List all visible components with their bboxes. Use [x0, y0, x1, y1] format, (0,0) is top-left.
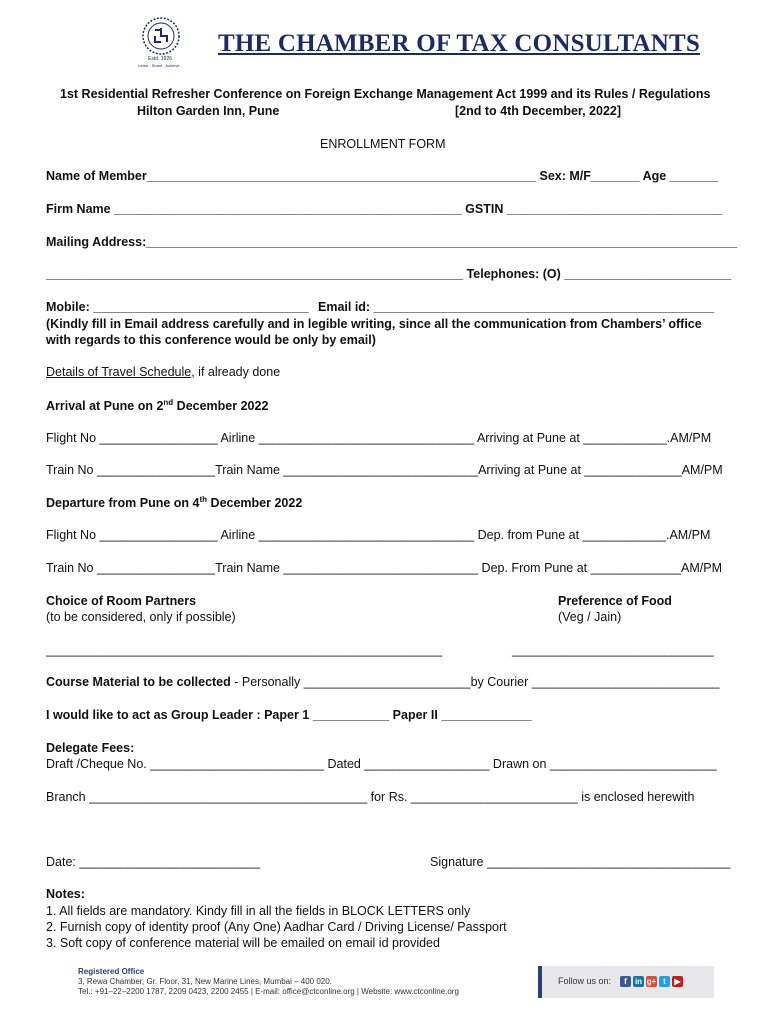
conference-dates: [2nd to 4th December, 2022]	[455, 104, 622, 118]
travel-heading-label: Details of Travel Schedule	[46, 365, 192, 379]
logo-caption-2: Learn . Share . Achieve	[138, 63, 180, 68]
course-material-options: - Personally ________________________by Courier ___________________________	[230, 675, 720, 689]
mailing-address-field[interactable]: Mailing Address:_____________________________________________________________________________________	[46, 235, 738, 249]
departure-heading	[46, 495, 302, 510]
food-preference-sub: (Veg / Jain)	[558, 610, 622, 624]
room-partner-field[interactable]: _________________________________________________________	[46, 643, 443, 657]
page-title: THE CHAMBER OF TAX CONSULTANTS	[218, 30, 701, 57]
signature-field[interactable]: Signature ___________________________________	[430, 855, 731, 869]
arrival-sup: nd	[163, 398, 174, 407]
group-leader-field[interactable]: I would like to act as Group Leader : Paper 1 ___________ Paper II _____________	[46, 708, 532, 722]
room-partner-sub: (to be considered, only if possible)	[46, 610, 236, 624]
note-item: 1. All fields are mandatory. Kindy fill in all the fields in BLOCK LETTERS only	[46, 904, 471, 918]
travel-heading-suffix: , if already done	[191, 365, 281, 379]
name-field[interactable]: Name of Member________________________________________________________ Sex: M/F_______ Age _______	[46, 169, 719, 183]
email-note-line-1: (Kindly fill in Email address carefully and in legible writing, since all the communication from Chambers’ office	[46, 317, 702, 331]
google-plus-icon[interactable]: g+	[646, 977, 657, 986]
arrival-heading	[46, 398, 268, 413]
departure-heading-text: Departure from Pune on 4	[46, 496, 200, 511]
firm-field[interactable]: Firm Name __________________________________________________ GSTIN _______________________________	[46, 202, 723, 216]
arrival-heading-text: Arrival at Pune on 2	[46, 399, 164, 414]
departure-train-field[interactable]: Train No _________________Train Name ____________________________ Dep. From Pune at _____________AM/PM	[46, 561, 722, 575]
date-field[interactable]: Date: __________________________	[46, 855, 261, 869]
office-address: 3, Rewa Chamber, Gr. Floor, 31, New Marine Lines, Mumbai – 400 020.	[78, 977, 332, 986]
departure-sup: th	[199, 495, 208, 504]
room-partner-heading: Choice of Room Partners	[46, 594, 197, 608]
social-follow-box	[538, 966, 714, 998]
departure-heading-post: December 2022	[207, 496, 303, 511]
mobile-field[interactable]: Mobile: _______________________________	[46, 300, 309, 314]
form-title: ENROLLMENT FORM	[320, 137, 446, 151]
youtube-icon[interactable]: ▶	[672, 976, 683, 987]
draft-cheque-field[interactable]: Draft /Cheque No. _________________________ Dated __________________ Drawn on ________________________	[46, 757, 717, 771]
food-preference-heading: Preference of Food	[558, 594, 672, 608]
telephone-field[interactable]: ____________________________________________________________ Telephones: (O) ________________________	[46, 267, 732, 281]
chamber-logo	[136, 16, 186, 72]
travel-heading	[46, 365, 280, 379]
email-note-line-2: with regards to this conference would be only by email)	[46, 333, 376, 347]
linkedin-icon[interactable]: in	[634, 977, 643, 986]
course-material-label: Course Material to be collected	[46, 675, 231, 689]
note-item: 2. Furnish copy of identity proof (Any One) Aadhar Card / Driving License/ Passport	[46, 920, 507, 934]
food-preference-field[interactable]: _____________________________	[512, 643, 714, 657]
conference-subtitle: 1st Residential Refresher Conference on Foreign Exchange Management Act 1999 and its Rules / Regulations	[60, 87, 711, 101]
course-material-field[interactable]	[46, 675, 719, 689]
departure-flight-field[interactable]: Flight No _________________ Airline _______________________________ Dep. from Pune at ____________.AM/PM	[46, 528, 711, 542]
office-contact: Tel.: +91–22–2200 1787, 2209 0423, 2200 2455 | E-mail: office@ctconline.org | Website: www.ctconline.org	[78, 987, 459, 996]
delegate-fees-heading: Delegate Fees:	[46, 741, 135, 755]
note-item: 3. Soft copy of conference material will be emailed on email id provided	[46, 936, 440, 950]
branch-field[interactable]: Branch ________________________________________ for Rs. ________________________ is enclosed herewith	[46, 790, 695, 804]
arrival-heading-post: December 2022	[173, 399, 269, 414]
logo-caption-1: Estd. 1926	[148, 56, 172, 62]
facebook-icon[interactable]: f	[620, 976, 631, 987]
notes-heading: Notes:	[46, 887, 85, 901]
twitter-icon[interactable]: t	[659, 976, 670, 987]
follow-label: Follow us on:	[558, 976, 612, 986]
arrival-train-field[interactable]: Train No _________________Train Name ____________________________Arriving at Pune at ______________AM/PM	[46, 463, 723, 477]
arrival-flight-field[interactable]: Flight No _________________ Airline _______________________________ Arriving at Pune at ____________.AM/PM	[46, 431, 712, 445]
email-field[interactable]: Email id: _________________________________________________	[318, 300, 715, 314]
venue: Hilton Garden Inn, Pune	[137, 104, 280, 118]
registered-office-label: Registered Office	[78, 967, 145, 976]
